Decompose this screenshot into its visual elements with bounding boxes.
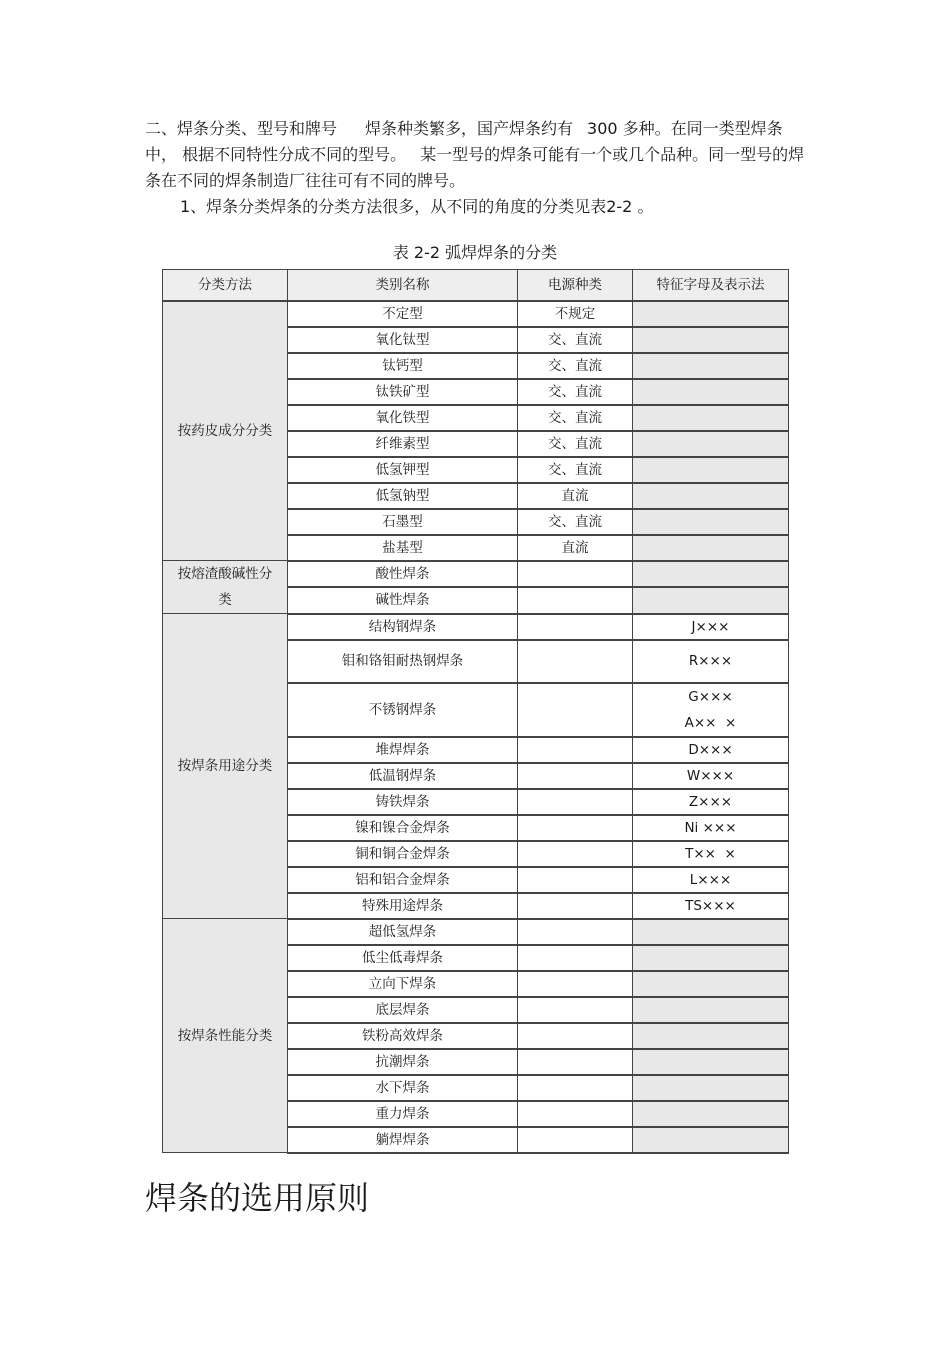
- code-cell: [633, 683, 789, 737]
- code-cell: [633, 301, 789, 327]
- intro-sentence-1: 焊条种类繁多，国产焊条约有: [365, 119, 574, 138]
- code-cell: [633, 353, 789, 379]
- power-cell: 交、直流: [518, 405, 633, 431]
- code-cell: [633, 327, 789, 353]
- power-cell: [518, 1023, 633, 1049]
- header-power: 电源种类: [518, 270, 633, 301]
- power-cell: [518, 763, 633, 789]
- code-cell: [633, 1101, 789, 1127]
- power-cell: 直流: [518, 483, 633, 509]
- intro-sentence-3: 某一型号的焊条可能有一个或几个品种。同一型号的焊条在不同的焊条制造厂往往可有不同的牌号。: [145, 145, 805, 190]
- type-name-cell: 底层焊条: [288, 997, 518, 1023]
- type-name-cell: 钛钙型: [288, 353, 518, 379]
- classification-table: [162, 269, 789, 1154]
- type-name-cell: 石墨型: [288, 509, 518, 535]
- category-cell: 按药皮成分分类: [163, 301, 288, 561]
- power-cell: 不规定: [518, 301, 633, 327]
- type-name-cell: 铜和铜合金焊条: [288, 841, 518, 867]
- power-cell: [518, 919, 633, 945]
- type-name-cell: 氧化铁型: [288, 405, 518, 431]
- power-cell: [518, 561, 633, 588]
- type-name-cell: 躺焊焊条: [288, 1127, 518, 1153]
- header-name: 类别名称: [288, 270, 518, 301]
- power-cell: [518, 945, 633, 971]
- power-cell: [518, 737, 633, 763]
- code-cell: [633, 457, 789, 483]
- code-cell: [633, 1075, 789, 1101]
- code-cell: W×××: [633, 763, 789, 789]
- power-cell: [518, 893, 633, 919]
- power-cell: [518, 1101, 633, 1127]
- intro-count: 300: [587, 119, 618, 138]
- code-cell: [633, 431, 789, 457]
- type-name-cell: 超低氢焊条: [288, 919, 518, 945]
- power-cell: [518, 640, 633, 683]
- type-name-cell: 酸性焊条: [288, 561, 518, 588]
- code-cell: R×××: [633, 640, 789, 683]
- header-method: 分类方法: [163, 270, 288, 301]
- type-name-cell: 结构钢焊条: [288, 614, 518, 640]
- code-cell: [633, 483, 789, 509]
- subsection-paragraph: [180, 194, 653, 220]
- code-cell: [633, 919, 789, 945]
- power-cell: 交、直流: [518, 353, 633, 379]
- power-cell: [518, 614, 633, 640]
- power-cell: [518, 1075, 633, 1101]
- power-cell: 交、直流: [518, 327, 633, 353]
- code-cell: [633, 405, 789, 431]
- code-cell: [633, 1049, 789, 1075]
- code-cell: [633, 971, 789, 997]
- section-heading: 焊条的选用原则: [145, 1179, 370, 1217]
- table-row: [163, 919, 789, 945]
- type-name-cell: 低温钢焊条: [288, 763, 518, 789]
- subsection-heading: 1、焊条分类: [180, 197, 271, 216]
- table-row: [163, 561, 789, 588]
- power-cell: [518, 841, 633, 867]
- power-cell: [518, 683, 633, 737]
- category-cell: 按焊条用途分类: [163, 614, 288, 919]
- code-cell: [633, 945, 789, 971]
- header-code: 特征字母及表示法: [633, 270, 789, 301]
- power-cell: [518, 867, 633, 893]
- subsection-text: 焊条的分类方法很多，从不同的角度的分类见表: [270, 197, 607, 216]
- code-cell: [633, 379, 789, 405]
- code-cell: L×××: [633, 867, 789, 893]
- type-name-cell: 不定型: [288, 301, 518, 327]
- type-name-cell: 铝和铝合金焊条: [288, 867, 518, 893]
- type-name-cell: 水下焊条: [288, 1075, 518, 1101]
- power-cell: [518, 587, 633, 614]
- type-name-cell: 特殊用途焊条: [288, 893, 518, 919]
- type-name-cell: 碱性焊条: [288, 587, 518, 614]
- power-cell: [518, 789, 633, 815]
- intro-paragraph: [145, 116, 805, 194]
- intro-sentence-1-end: 多种。在同一类型焊条中，: [145, 119, 783, 164]
- type-name-cell: 不锈钢焊条: [288, 683, 518, 737]
- type-name-cell: 抗潮焊条: [288, 1049, 518, 1075]
- subsection-end: 。: [637, 197, 654, 216]
- type-name-cell: 低氢钠型: [288, 483, 518, 509]
- code-cell: T×× ×: [633, 841, 789, 867]
- type-name-cell: 立向下焊条: [288, 971, 518, 997]
- type-name-cell: 钼和铬钼耐热钢焊条: [288, 640, 518, 683]
- power-cell: [518, 1127, 633, 1153]
- type-name-cell: 盐基型: [288, 535, 518, 561]
- type-name-cell: 钛铁矿型: [288, 379, 518, 405]
- power-cell: [518, 1049, 633, 1075]
- category-cell: 按焊条性能分类: [163, 919, 288, 1153]
- code-cell: [633, 509, 789, 535]
- table-body: [163, 301, 789, 1153]
- type-name-cell: 纤维素型: [288, 431, 518, 457]
- code-cell: [633, 997, 789, 1023]
- code-line: A×× ×: [684, 714, 737, 731]
- type-name-cell: 堆焊焊条: [288, 737, 518, 763]
- code-cell: D×××: [633, 737, 789, 763]
- power-cell: 交、直流: [518, 379, 633, 405]
- power-cell: 交、直流: [518, 509, 633, 535]
- type-name-cell: 铸铁焊条: [288, 789, 518, 815]
- power-cell: 交、直流: [518, 457, 633, 483]
- power-cell: [518, 815, 633, 841]
- code-cell: J×××: [633, 614, 789, 640]
- code-cell: [633, 1127, 789, 1153]
- table-row: [163, 614, 789, 640]
- code-cell: [633, 587, 789, 614]
- type-name-cell: 氧化钛型: [288, 327, 518, 353]
- code-cell: Ni ×××: [633, 815, 789, 841]
- table-reference: 2-2: [606, 197, 633, 216]
- code-cell: TS×××: [633, 893, 789, 919]
- type-name-cell: 镍和镍合金焊条: [288, 815, 518, 841]
- power-cell: [518, 997, 633, 1023]
- code-cell: Z×××: [633, 789, 789, 815]
- power-cell: 交、直流: [518, 431, 633, 457]
- table-row: [163, 301, 789, 327]
- table-header-row: [163, 270, 789, 301]
- code-line: G×××: [688, 688, 733, 705]
- intro-sentence-2: 根据不同特性分成不同的型号。: [182, 145, 407, 164]
- code-cell: [633, 561, 789, 588]
- type-name-cell: 低尘低毒焊条: [288, 945, 518, 971]
- code-cell: [633, 535, 789, 561]
- type-name-cell: 铁粉高效焊条: [288, 1023, 518, 1049]
- type-name-cell: 重力焊条: [288, 1101, 518, 1127]
- intro-heading: 二、焊条分类、型号和牌号: [145, 119, 338, 138]
- power-cell: 直流: [518, 535, 633, 561]
- code-cell: [633, 1023, 789, 1049]
- power-cell: [518, 971, 633, 997]
- type-name-cell: 低氢钾型: [288, 457, 518, 483]
- table-caption: 表 2-2 弧焊焊条的分类: [392, 243, 558, 262]
- category-cell: 按熔渣酸碱性分类: [163, 561, 288, 614]
